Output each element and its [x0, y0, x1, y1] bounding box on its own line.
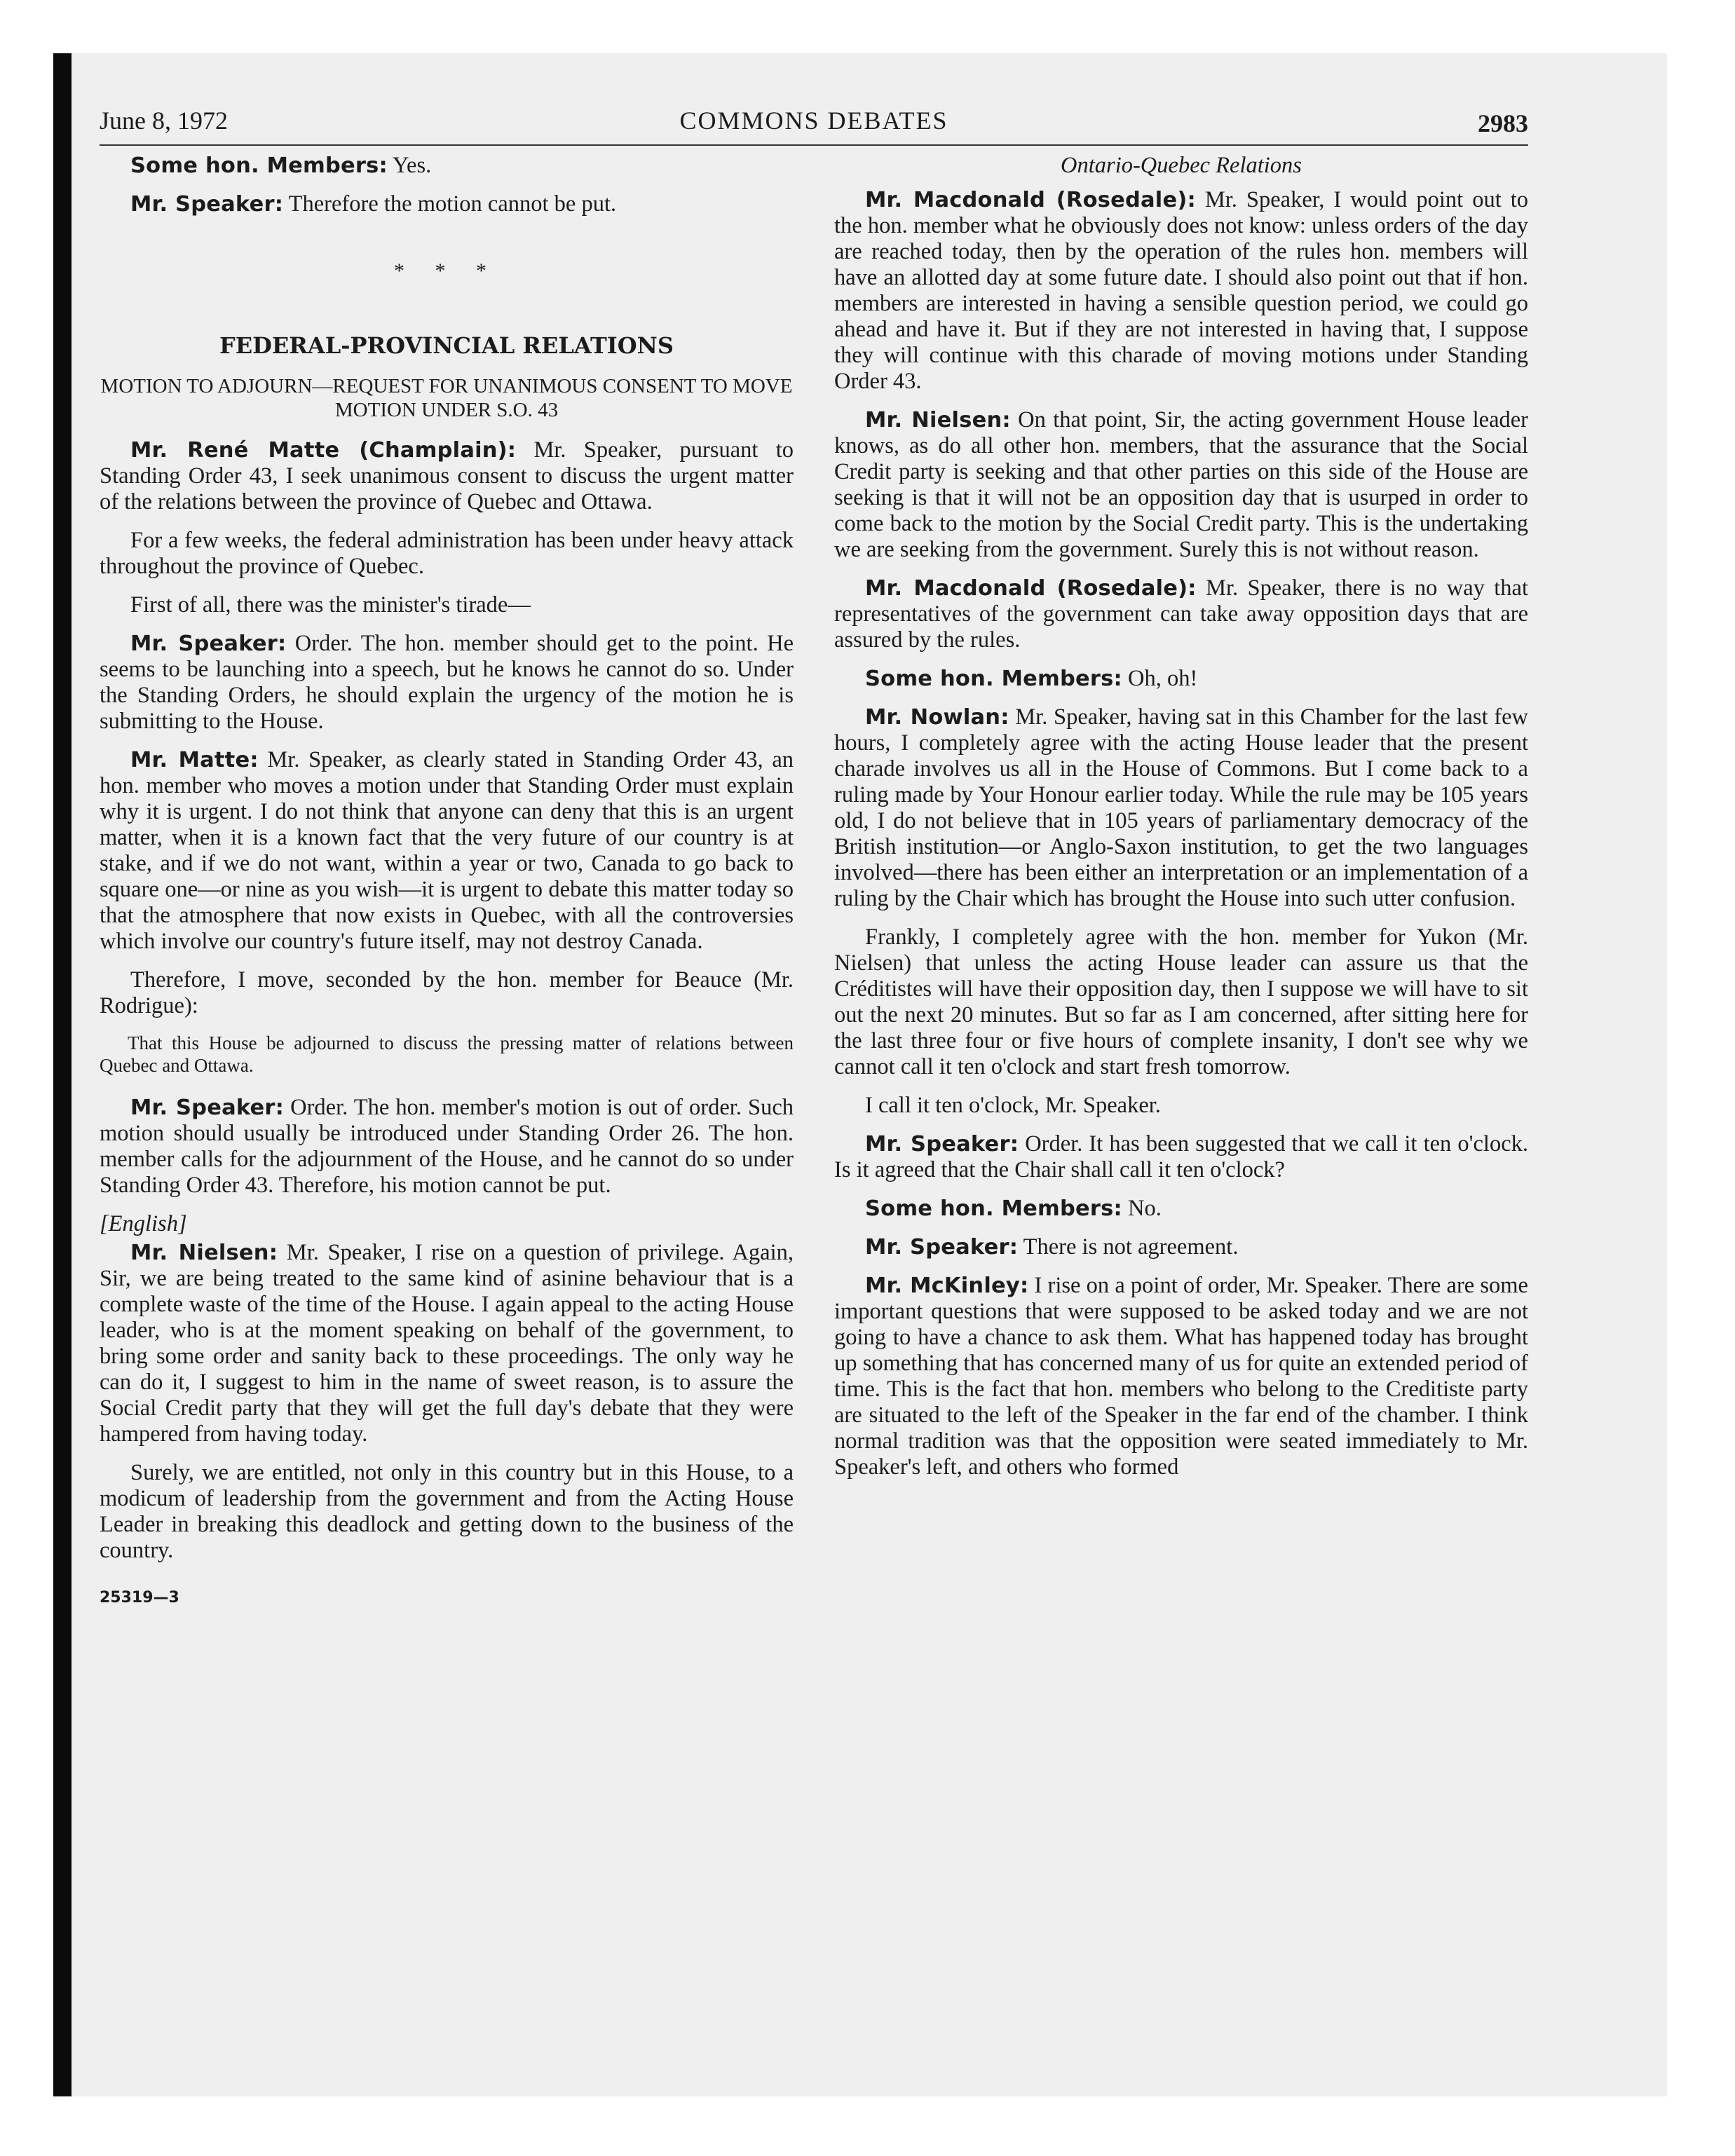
paragraph: Surely, we are entitled, not only in this country but in this House, to a modicum of leadership from the government and from the Acting House Leader in breaking this deadlock and getting down to the business of the country.	[100, 1460, 794, 1563]
paragraph	[100, 1240, 794, 1447]
speaker-name: Mr. Macdonald (Rosedale):	[865, 576, 1197, 601]
paragraph	[834, 1131, 1528, 1183]
print-code: 25319—3	[100, 1589, 179, 1606]
paragraph	[100, 747, 794, 955]
speaker-name: Mr. Speaker:	[865, 1235, 1019, 1260]
speaker-name: Mr. Speaker:	[865, 1132, 1019, 1157]
paragraph	[834, 407, 1528, 563]
paragraph	[834, 187, 1528, 395]
paragraph	[100, 631, 794, 735]
speaker-name: Mr. Macdonald (Rosedale):	[865, 188, 1196, 212]
right-column	[834, 153, 1528, 1493]
paragraph	[100, 1095, 794, 1199]
speaker-name: Some hon. Members:	[865, 1196, 1122, 1221]
speaker-name: Some hon. Members:	[865, 667, 1122, 691]
paragraph: Therefore, I move, seconded by the hon. member for Beauce (Mr. Rodrigue):	[100, 967, 794, 1018]
speaker-name: Mr. Speaker:	[130, 632, 287, 656]
speaker-name: Mr. Speaker:	[130, 192, 284, 217]
speech-text: Mr. Speaker, having sat in this Chamber for the last few hours, I completely agree with the acting House leader that the present charade involves us all in the House of Commons. But I come back to a ruling made by Your Honour earlier today. While the rule may be 105 years old, I do not believe that in 105 years of parliamentary democracy of the British institution—or Anglo-Saxon institution, to get the two languages involved—there has been either an interpretation or an implementation of a ruling by the Chair which has brought the House into such utter confusion.	[834, 704, 1528, 911]
paragraph	[100, 191, 794, 217]
speech-text: On that point, Sir, the acting government House leader knows, as do all other hon. members, that the assurance that the Social Credit party is seeking and that other parties on this side of the House are seeking is that it will not be an opposition day that is usurped in order to come back to the motion by the Social Credit party. This is the undertaking we are seeking from the government. Surely this is not without reason.	[834, 407, 1528, 562]
paragraph	[834, 666, 1528, 692]
paragraph	[834, 1234, 1528, 1260]
speech-text: Order. It has been suggested that we call it ten o'clock. Is it agreed that the Chair shall call it ten o'clock?	[834, 1131, 1528, 1182]
header-date: June 8, 1972	[100, 107, 228, 135]
section-heading: FEDERAL-PROVINCIAL RELATIONS	[219, 332, 674, 359]
speech-text: Yes.	[387, 153, 432, 178]
speaker-name: Mr. Speaker:	[130, 1096, 285, 1120]
speaker-name: Mr. Matte:	[130, 748, 259, 772]
speech-text: No.	[1122, 1196, 1162, 1221]
speech-text: Mr. Speaker, as clearly stated in Standing Order 43, an hon. member who moves a motion under that Standing Order must explain why it is urgent. I do not think that anyone can deny that this is an urgent matter, when it is a known fact that the very future of our country is at stake, and if we do not want, within a year or two, Canada to go back to square one—or nine as you wish—it is urgent to debate this matter today so that the atmosphere that now exists in Quebec, with all the controversies which involve our country's future itself, may not destroy Canada.	[100, 747, 794, 954]
paragraph: Frankly, I completely agree with the hon. member for Yukon (Mr. Nielsen) that unless the acting House leader can assure us that the Créditistes will have their opposition day, then I suppose we will have to sit out the next 20 minutes. But so far as I am concerned, after sitting here for the last three four or five hours of complete insanity, I don't see why we cannot call it ten o'clock and start fresh tomorrow.	[834, 925, 1528, 1079]
speech-text: Order. The hon. member's motion is out of order. Such motion should usually be introduced under Standing Order 26. The hon. member calls for the adjournment of the House, and he cannot do so under Standing Order 43. Therefore, his motion cannot be put.	[100, 1095, 794, 1198]
language-marker: [English]	[100, 1211, 187, 1236]
motion-quote: That this House be adjourned to discuss the pressing matter of relations between Quebec and Ottawa.	[100, 1032, 794, 1076]
speaker-name: Mr. Nielsen:	[130, 1241, 278, 1265]
paragraph	[834, 1273, 1528, 1480]
speech-text: Mr. Speaker, there is no way that representatives of the government can take away opposition days that are assured by the rules.	[834, 575, 1528, 653]
speech-text: Therefore the motion cannot be put.	[283, 191, 617, 217]
page-header	[100, 102, 1528, 146]
speech-text: Mr. Speaker, pursuant to Standing Order 43, I seek unanimous consent to discuss the urgent matter of the relations between the province of Quebec and Ottawa.	[100, 437, 794, 514]
paragraph: First of all, there was the minister's tirade—	[130, 592, 531, 618]
page-number: 2983	[1478, 109, 1528, 137]
speech-text: Mr. Speaker, I rise on a question of privilege. Again, Sir, we are being treated to the same kind of asinine behaviour that is a complete waste of the time of the House. I again appeal to the acting House leader, who is at the moment speaking on behalf of the government, to bring some order and sanity back to these proceedings. The only way he can do it, I suggest to him in the name of sweet reason, is to assure the Social Credit party that they will get the full day's debate that they were hampered from having today.	[100, 1240, 794, 1447]
speech-text: Oh, oh!	[1122, 666, 1198, 691]
speaker-name: Mr. Nielsen:	[865, 408, 1011, 432]
speaker-name: Mr. René Matte (Champlain):	[130, 438, 517, 463]
speaker-name: Mr. Nowlan:	[865, 705, 1009, 730]
paragraph	[834, 575, 1528, 653]
paragraph	[100, 437, 794, 515]
running-section-title: Ontario-Quebec Relations	[1061, 153, 1302, 178]
speaker-name: Mr. McKinley:	[865, 1274, 1029, 1298]
section-subheading: MOTION TO ADJOURN—REQUEST FOR UNANIMOUS CONSENT TO MOVE MOTION UNDER S.O. 43	[100, 375, 793, 421]
paragraph	[834, 704, 1528, 912]
section-separator: * * *	[394, 259, 499, 282]
speech-text: Mr. Speaker, I would point out to the hon. member what he obviously does not know: unless orders of the day are reached today, then by the operation of the rules hon. members will have an allotted day at some future date. I should also point out that if hon. members are interested in having a sensible question period, we could go ahead and have it. But if they are not interested in having that, I suppose they will continue with this charade of moving motions under Standing Order 43.	[834, 187, 1528, 394]
paragraph: I call it ten o'clock, Mr. Speaker.	[865, 1093, 1161, 1118]
paragraph: For a few weeks, the federal administration has been under heavy attack throughout the province of Quebec.	[100, 528, 794, 579]
paragraph	[100, 153, 794, 179]
speech-text: There is not agreement.	[1018, 1234, 1239, 1260]
left-column	[100, 153, 794, 1623]
speech-text: I rise on a point of order, Mr. Speaker. There are some important questions that were supposed to be asked today and we are not going to have a chance to ask them. What has happened today has brought up something that has concerned many of us for quite an extended period of time. This is the fact that hon. members who belong to the Creditiste party are situated to the left of the Speaker in the far end of the chamber. I think normal tradition was that the opposition were seated immediately to Mr. Speaker's left, and others who formed	[834, 1273, 1528, 1480]
paragraph	[834, 1196, 1528, 1222]
scan-border	[53, 53, 72, 2096]
speech-text: Order. The hon. member should get to the point. He seems to be launching into a speech, but he knows he cannot do so. Under the Standing Orders, he should explain the urgency of the motion he is submitting to the House.	[100, 631, 794, 734]
speaker-name: Some hon. Members:	[130, 153, 388, 178]
header-title: COMMONS DEBATES	[679, 107, 948, 135]
